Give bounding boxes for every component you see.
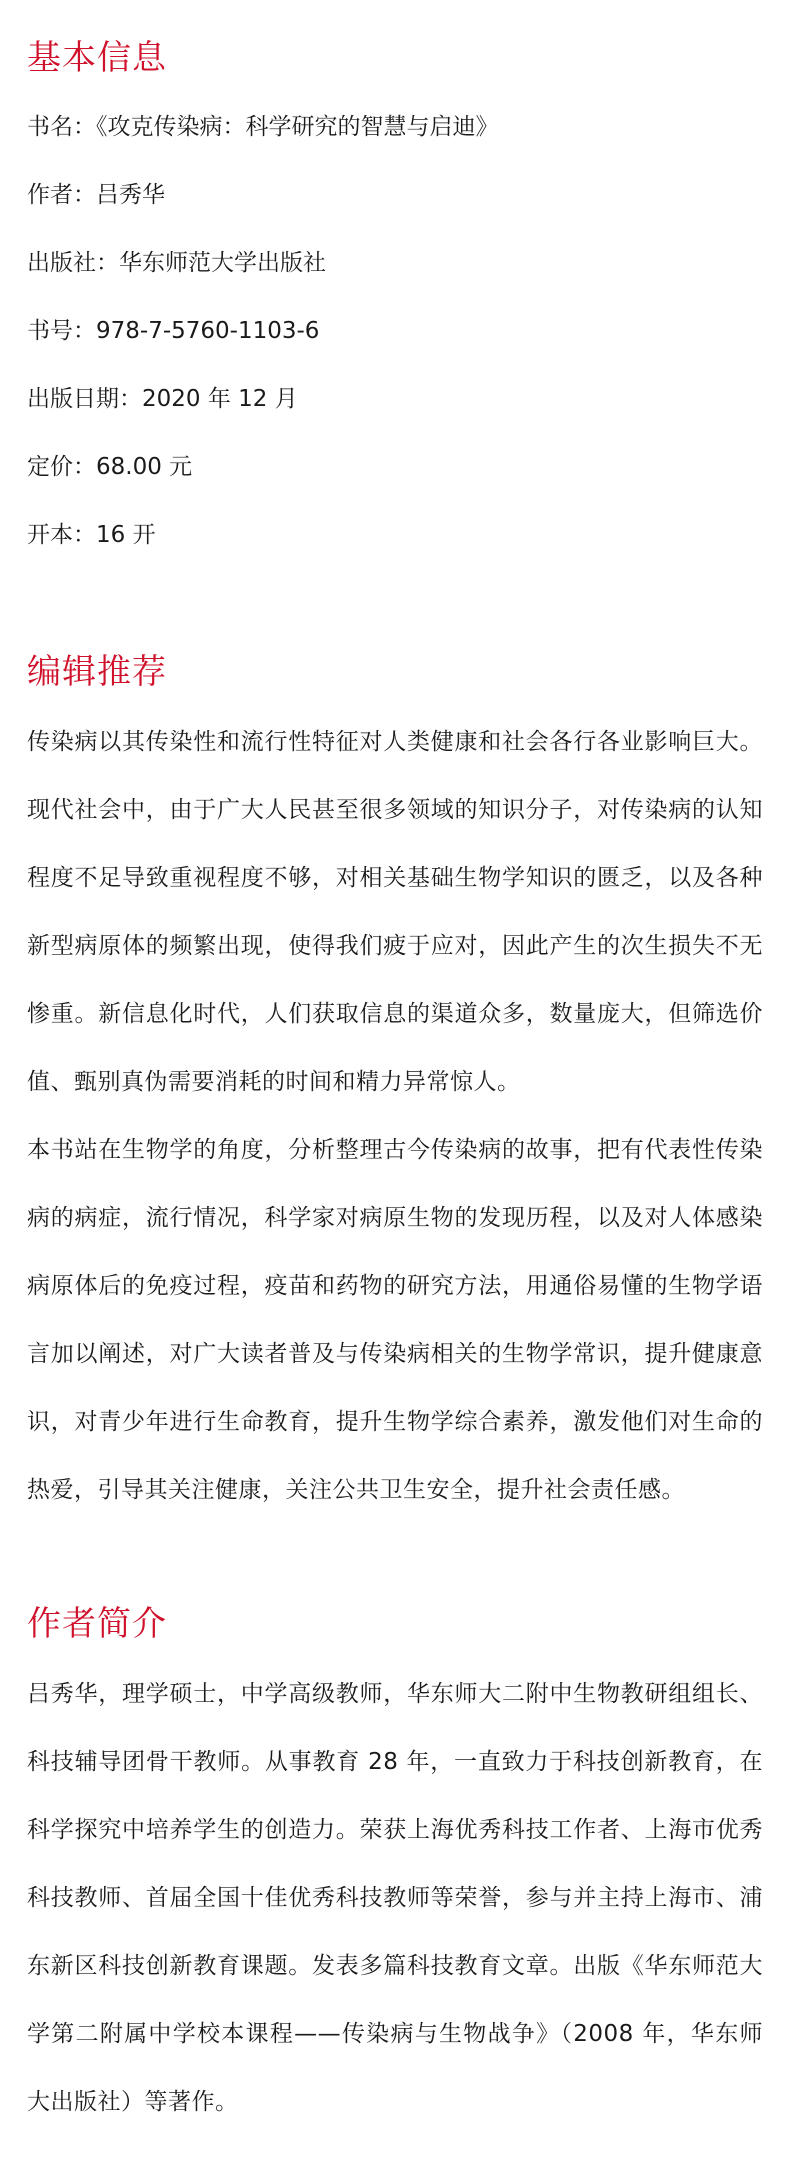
info-row-author: 作者：吕秀华 (27, 182, 165, 208)
info-row-publisher: 出版社：华东师范大学出版社 (27, 250, 326, 276)
author-intro-paragraph: 吕秀华，理学硕士，中学高级教师，华东师大二附中生物教研组组长、科技辅导团骨干教师。从事教育 28 年，一直致力于科技创新教育，在科学探究中培养学生的创造力。荣获上海优秀科技工作者、上海市优秀科技教师、首届全国十佳优秀科技教师等荣誉，参与并主持上海市、浦东新区科技创新教育课题。发表多篇科技教育文章。出版《华东师范大学第二附属中学校本课程——传染病与生物战争》（2008 年，华东师大出版社）等著作。 (27, 1681, 763, 2115)
info-row-price: 定价：68.00 元 (27, 454, 193, 480)
basic-info-heading: 基本信息 (27, 38, 167, 78)
editor-recommendation-paragraph-1: 传染病以其传染性和流行性特征对人类健康和社会各行各业影响巨大。现代社会中，由于广大人民甚至很多领域的知识分子，对传染病的认知程度不足导致重视程度不够，对相关基础生物学知识的匮乏，以及各种新型病原体的频繁出现，使得我们疲于应对，因此产生的次生损失不无惨重。新信息化时代，人们获取信息的渠道众多，数量庞大，但筛选价值、甄别真伪需要消耗的时间和精力异常惊人。 (27, 729, 763, 1095)
info-row-publish-date: 出版日期：2020 年 12 月 (27, 386, 298, 412)
editor-recommendation-paragraph-2: 本书站在生物学的角度，分析整理古今传染病的故事，把有代表性传染病的病症，流行情况，科学家对病原生物的发现历程，以及对人体感染病原体后的免疫过程，疫苗和药物的研究方法，用通俗易懂的生物学语言加以阐述，对广大读者普及与传染病相关的生物学常识，提升健康意识，对青少年进行生命教育，提升生物学综合素养，激发他们对生命的热爱，引导其关注健康，关注公共卫生安全，提升社会责任感。 (27, 1137, 763, 1503)
basic-info-list (27, 110, 499, 586)
info-row-format: 开本：16 开 (27, 522, 156, 548)
info-row-book-title: 书名：《攻克传染病：科学研究的智慧与启迪》 (27, 114, 499, 140)
author-intro-heading: 作者简介 (27, 1604, 167, 1644)
editor-recommendation-heading: 编辑推荐 (27, 652, 167, 692)
info-row-isbn: 书号：978-7-5760-1103-6 (27, 318, 320, 344)
